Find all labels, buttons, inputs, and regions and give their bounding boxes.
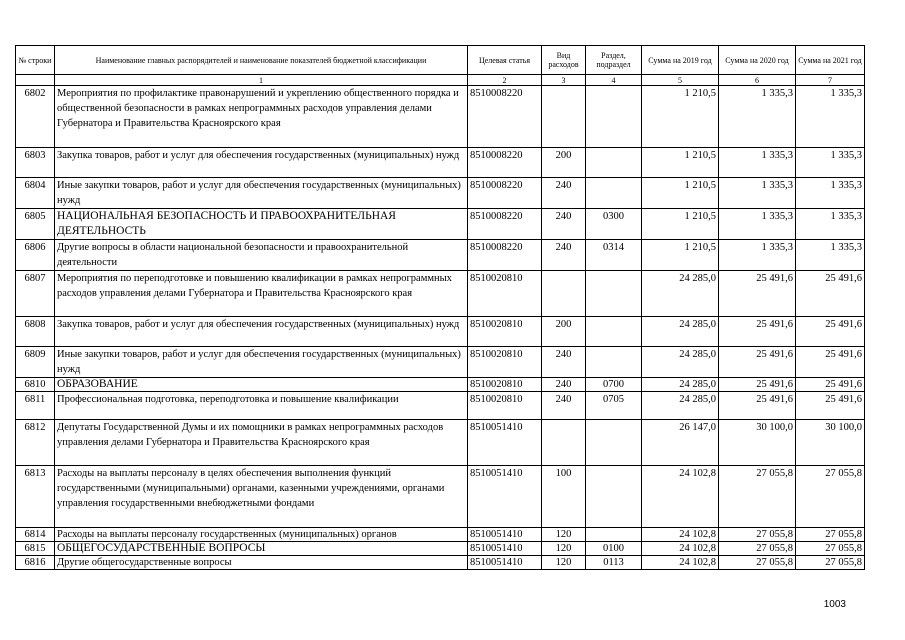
row-sum-2019: 24 102,8 [642, 556, 719, 570]
table-row [16, 556, 865, 570]
row-number: 6805 [16, 209, 55, 240]
row-target: 8510051410 [468, 466, 542, 528]
row-type [542, 420, 586, 466]
row-sum-2021: 27 055,8 [796, 466, 865, 528]
row-type: 200 [542, 148, 586, 178]
row-sum-2019: 24 102,8 [642, 466, 719, 528]
row-number: 6803 [16, 148, 55, 178]
row-sum-2019: 1 210,5 [642, 178, 719, 209]
row-target: 8510051410 [468, 528, 542, 542]
row-sum-2019: 24 285,0 [642, 392, 719, 420]
table-row [16, 86, 865, 148]
row-section: 0113 [586, 556, 642, 570]
row-sum-2019: 24 102,8 [642, 528, 719, 542]
table-row [16, 148, 865, 178]
row-sum-2020: 1 335,3 [719, 240, 796, 271]
row-type: 240 [542, 392, 586, 420]
table-row [16, 378, 865, 392]
row-sum-2021: 1 335,3 [796, 148, 865, 178]
row-section: 0314 [586, 240, 642, 271]
row-sum-2019: 26 147,0 [642, 420, 719, 466]
row-type: 120 [542, 542, 586, 556]
row-type: 240 [542, 209, 586, 240]
column-number: 6 [719, 75, 796, 86]
row-name: Мероприятия по переподготовке и повышению квалификации в рамках непрограммных расходов управления делами Губернатора и Правительства Красноярского края [55, 271, 468, 317]
row-section: 0705 [586, 392, 642, 420]
row-target: 8510020810 [468, 271, 542, 317]
row-sum-2020: 30 100,0 [719, 420, 796, 466]
row-number: 6809 [16, 347, 55, 378]
row-sum-2020: 1 335,3 [719, 148, 796, 178]
row-sum-2021: 27 055,8 [796, 528, 865, 542]
row-sum-2019: 1 210,5 [642, 209, 719, 240]
row-section [586, 347, 642, 378]
header-sum-2021: Сумма на 2021 год [796, 46, 865, 75]
row-sum-2021: 25 491,6 [796, 392, 865, 420]
column-number: 7 [796, 75, 865, 86]
column-number: 2 [468, 75, 542, 86]
row-target: 8510008220 [468, 209, 542, 240]
row-section: 0100 [586, 542, 642, 556]
row-number: 6812 [16, 420, 55, 466]
row-section [586, 466, 642, 528]
row-number: 6807 [16, 271, 55, 317]
row-sum-2020: 27 055,8 [719, 542, 796, 556]
row-name: Закупка товаров, работ и услуг для обеспечения государственных (муниципальных) нужд [55, 148, 468, 178]
row-number: 6815 [16, 542, 55, 556]
row-name: Мероприятия по профилактике правонарушений и укреплению общественного порядка и общественной безопасности в рамках непрограммных расходов управления делами Губернатора и Правительства Красноярского края [55, 86, 468, 148]
row-section [586, 317, 642, 347]
table-row [16, 317, 865, 347]
row-number: 6813 [16, 466, 55, 528]
header-sum-2020: Сумма на 2020 год [719, 46, 796, 75]
column-number: 1 [55, 75, 468, 86]
header-row [16, 46, 865, 75]
column-number: 4 [586, 75, 642, 86]
row-section [586, 148, 642, 178]
row-name: Депутаты Государственной Думы и их помощники в рамках непрограммных расходов управления делами Губернатора и Правительства Красноярского края [55, 420, 468, 466]
row-type [542, 271, 586, 317]
row-sum-2019: 24 285,0 [642, 271, 719, 317]
table-row [16, 392, 865, 420]
row-sum-2019: 1 210,5 [642, 86, 719, 148]
row-sum-2020: 27 055,8 [719, 556, 796, 570]
row-sum-2021: 27 055,8 [796, 542, 865, 556]
row-type: 120 [542, 556, 586, 570]
row-target: 8510008220 [468, 86, 542, 148]
row-sum-2019: 1 210,5 [642, 148, 719, 178]
row-number: 6816 [16, 556, 55, 570]
row-target: 8510020810 [468, 317, 542, 347]
row-target: 8510051410 [468, 542, 542, 556]
row-name: ОБРАЗОВАНИЕ [55, 378, 468, 392]
column-number: 5 [642, 75, 719, 86]
column-number-row [16, 75, 865, 86]
row-sum-2021: 25 491,6 [796, 347, 865, 378]
row-name: Расходы на выплаты персоналу в целях обеспечения выполнения функций государственными (муниципальными) органами, казенными учреждениями, органами управления государственными внебюджетными фондами [55, 466, 468, 528]
table-row [16, 347, 865, 378]
row-sum-2020: 1 335,3 [719, 178, 796, 209]
row-name: Иные закупки товаров, работ и услуг для обеспечения государственных (муниципальных) нужд [55, 347, 468, 378]
row-name: Другие общегосударственные вопросы [55, 556, 468, 570]
row-sum-2019: 24 102,8 [642, 542, 719, 556]
row-sum-2020: 25 491,6 [719, 271, 796, 317]
row-sum-2020: 25 491,6 [719, 347, 796, 378]
row-name: Закупка товаров, работ и услуг для обеспечения государственных (муниципальных) нужд [55, 317, 468, 347]
row-sum-2021: 1 335,3 [796, 240, 865, 271]
row-sum-2019: 24 285,0 [642, 347, 719, 378]
row-number: 6804 [16, 178, 55, 209]
row-section: 0300 [586, 209, 642, 240]
table-row [16, 466, 865, 528]
page-number: 1003 [823, 599, 846, 610]
row-target: 8510008220 [468, 178, 542, 209]
header-row-no: № строки [16, 46, 55, 75]
row-sum-2020: 25 491,6 [719, 392, 796, 420]
row-type: 240 [542, 240, 586, 271]
row-sum-2021: 27 055,8 [796, 556, 865, 570]
table-row [16, 542, 865, 556]
row-target: 8510020810 [468, 378, 542, 392]
row-type: 240 [542, 347, 586, 378]
table-row [16, 528, 865, 542]
row-sum-2020: 1 335,3 [719, 209, 796, 240]
header-type: Вид расходов [542, 46, 586, 75]
budget-table [15, 45, 865, 570]
table-row [16, 209, 865, 240]
row-number: 6808 [16, 317, 55, 347]
row-sum-2021: 30 100,0 [796, 420, 865, 466]
row-type: 120 [542, 528, 586, 542]
row-target: 8510020810 [468, 392, 542, 420]
column-number: 3 [542, 75, 586, 86]
row-name: Иные закупки товаров, работ и услуг для обеспечения государственных (муниципальных) нужд [55, 178, 468, 209]
row-sum-2019: 24 285,0 [642, 317, 719, 347]
row-type: 240 [542, 378, 586, 392]
row-section [586, 271, 642, 317]
row-number: 6814 [16, 528, 55, 542]
row-sum-2021: 1 335,3 [796, 209, 865, 240]
row-section [586, 420, 642, 466]
row-number: 6802 [16, 86, 55, 148]
row-sum-2020: 25 491,6 [719, 317, 796, 347]
row-section [586, 86, 642, 148]
row-name: Расходы на выплаты персоналу государственных (муниципальных) органов [55, 528, 468, 542]
header-sum-2019: Сумма на 2019 год [642, 46, 719, 75]
row-number: 6811 [16, 392, 55, 420]
row-sum-2020: 27 055,8 [719, 528, 796, 542]
row-name: Профессиональная подготовка, переподготовка и повышение квалификации [55, 392, 468, 420]
row-number: 6810 [16, 378, 55, 392]
row-target: 8510051410 [468, 420, 542, 466]
table-row [16, 240, 865, 271]
row-sum-2020: 27 055,8 [719, 466, 796, 528]
row-sum-2021: 25 491,6 [796, 378, 865, 392]
row-type [542, 86, 586, 148]
row-type: 240 [542, 178, 586, 209]
column-number-blank [16, 75, 55, 86]
row-target: 8510020810 [468, 347, 542, 378]
header-target: Целевая статья [468, 46, 542, 75]
row-sum-2019: 1 210,5 [642, 240, 719, 271]
table-row [16, 420, 865, 466]
header-name: Наименование главных распорядителей и наименование показателей бюджетной классификации [55, 46, 468, 75]
row-sum-2019: 24 285,0 [642, 378, 719, 392]
row-section [586, 528, 642, 542]
row-target: 8510008220 [468, 240, 542, 271]
row-type: 100 [542, 466, 586, 528]
row-type: 200 [542, 317, 586, 347]
row-sum-2021: 25 491,6 [796, 271, 865, 317]
table-row [16, 178, 865, 209]
header-section: Раздел, подраздел [586, 46, 642, 75]
row-section: 0700 [586, 378, 642, 392]
row-number: 6806 [16, 240, 55, 271]
row-section [586, 178, 642, 209]
row-sum-2021: 25 491,6 [796, 317, 865, 347]
row-sum-2021: 1 335,3 [796, 178, 865, 209]
table-row [16, 271, 865, 317]
row-name: НАЦИОНАЛЬНАЯ БЕЗОПАСНОСТЬ И ПРАВООХРАНИТЕЛЬНАЯ ДЕЯТЕЛЬНОСТЬ [55, 209, 468, 240]
row-target: 8510008220 [468, 148, 542, 178]
row-target: 8510051410 [468, 556, 542, 570]
row-sum-2021: 1 335,3 [796, 86, 865, 148]
row-sum-2020: 25 491,6 [719, 378, 796, 392]
row-sum-2020: 1 335,3 [719, 86, 796, 148]
row-name: Другие вопросы в области национальной безопасности и правоохранительной деятельности [55, 240, 468, 271]
row-name: ОБЩЕГОСУДАРСТВЕННЫЕ ВОПРОСЫ [55, 542, 468, 556]
